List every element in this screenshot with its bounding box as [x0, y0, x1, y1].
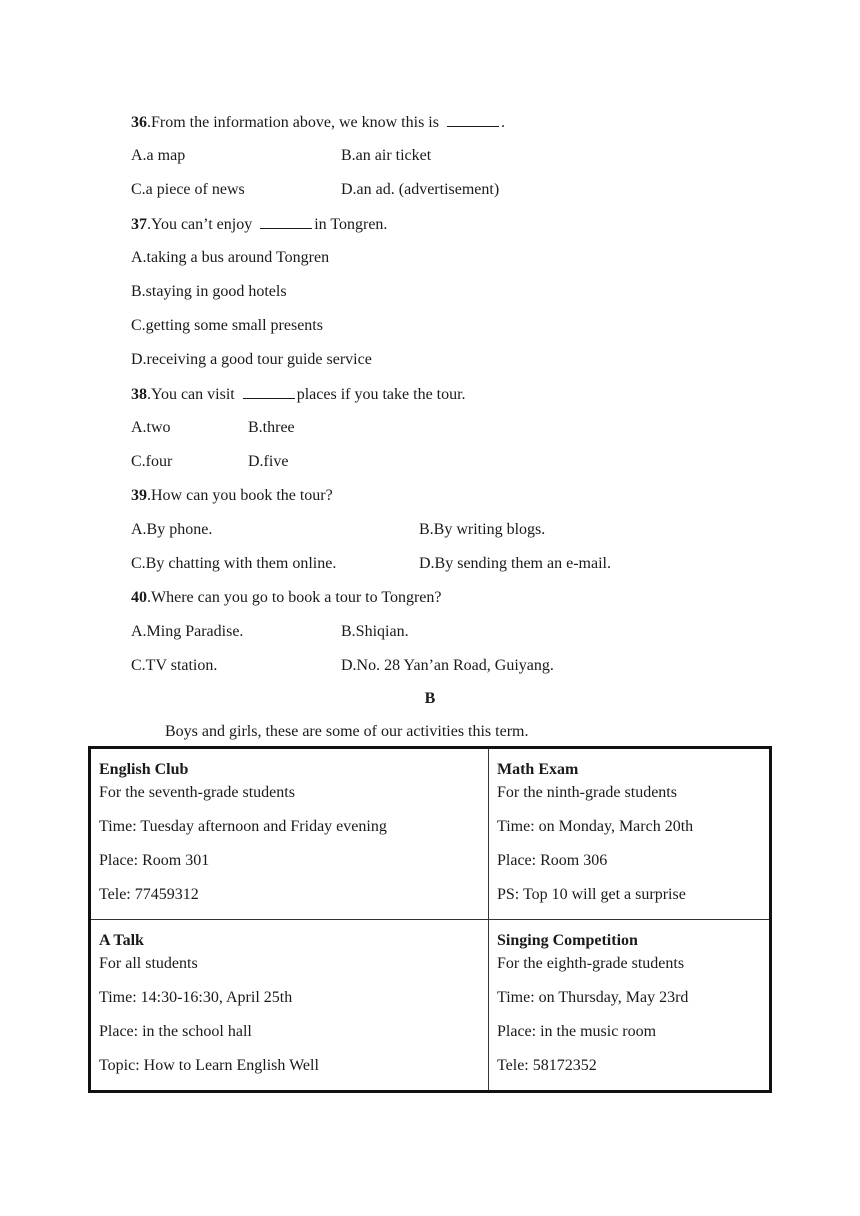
answer-blank	[447, 112, 499, 127]
question-36	[131, 112, 505, 133]
question-number: 40	[131, 589, 147, 606]
activity-title: Singing Competition	[497, 932, 638, 949]
question-37	[131, 214, 387, 235]
activity-extra: Tele: 58172352	[497, 1057, 597, 1074]
activity-time: Time: 14:30-16:30, April 25th	[99, 989, 293, 1006]
question-40	[131, 588, 442, 608]
option-d: D.five	[248, 453, 289, 470]
question-number: 39	[131, 487, 147, 504]
activity-audience: For the ninth-grade students	[497, 784, 677, 801]
option-c: C.getting some small presents	[131, 317, 323, 334]
activity-audience: For the eighth-grade students	[497, 955, 685, 972]
table-row	[90, 748, 771, 920]
option-b: B.By writing blogs.	[419, 521, 546, 538]
section-intro: Boys and girls, these are some of our activities this term.	[165, 723, 529, 740]
option-c: C.By chatting with them online.	[131, 555, 337, 572]
option-d: D.By sending them an e-mail.	[419, 555, 611, 572]
activities-table	[88, 746, 772, 1093]
activity-cell-math-exam	[489, 748, 771, 920]
option-a: A.two	[131, 419, 171, 436]
activity-extra: PS: Top 10 will get a surprise	[497, 886, 686, 903]
activity-title: A Talk	[99, 932, 144, 949]
question-number: 38	[131, 386, 147, 403]
activity-cell-singing-competition	[489, 920, 771, 1092]
option-b: B.an air ticket	[341, 147, 432, 164]
activity-time: Time: on Monday, March 20th	[497, 818, 694, 835]
question-38	[131, 384, 466, 405]
activity-place: Place: Room 301	[99, 852, 210, 869]
activity-time: Time: Tuesday afternoon and Friday evening	[99, 818, 387, 835]
question-text-end: in Tongren.	[314, 216, 388, 233]
option-d: D.No. 28 Yan’an Road, Guiyang.	[341, 657, 554, 674]
answer-blank	[243, 384, 295, 399]
option-b: B.Shiqian.	[341, 623, 409, 640]
answer-blank	[260, 214, 312, 229]
activity-extra: Tele: 77459312	[99, 886, 199, 903]
option-a: A.taking a bus around Tongren	[131, 249, 330, 266]
activity-title: Math Exam	[497, 761, 579, 778]
question-text: .You can’t enjoy	[147, 216, 253, 233]
question-number: 37	[131, 216, 147, 233]
activity-place: Place: in the music room	[497, 1023, 657, 1040]
option-a: A.a map	[131, 147, 186, 164]
question-number: 36	[131, 114, 147, 131]
activity-place: Place: in the school hall	[99, 1023, 252, 1040]
option-c: C.TV station.	[131, 657, 218, 674]
activity-audience: For the seventh-grade students	[99, 784, 295, 801]
question-text: .From the information above, we know this is	[147, 114, 439, 131]
option-d: D.an ad. (advertisement)	[341, 181, 500, 198]
option-d: D.receiving a good tour guide service	[131, 351, 372, 368]
option-b: B.three	[248, 419, 295, 436]
option-c: C.a piece of news	[131, 181, 245, 198]
activity-audience: For all students	[99, 955, 198, 972]
table-row	[90, 920, 771, 1092]
question-text-end: .	[500, 114, 505, 131]
section-heading: B	[424, 690, 436, 707]
activity-time: Time: on Thursday, May 23rd	[497, 989, 689, 1006]
option-c: C.four	[131, 453, 173, 470]
question-text: .You can visit	[147, 386, 235, 403]
question-text: .Where can you go to book a tour to Tongren?	[147, 589, 442, 606]
activity-title: English Club	[99, 761, 189, 778]
question-39	[131, 486, 333, 506]
option-a: A.By phone.	[131, 521, 213, 538]
activity-extra: Topic: How to Learn English Well	[99, 1057, 319, 1074]
activity-cell-english-club	[90, 748, 489, 920]
question-text-end: places if you take the tour.	[296, 386, 466, 403]
activity-cell-talk	[90, 920, 489, 1092]
option-b: B.staying in good hotels	[131, 283, 287, 300]
activity-place: Place: Room 306	[497, 852, 608, 869]
option-a: A.Ming Paradise.	[131, 623, 244, 640]
question-text: .How can you book the tour?	[147, 487, 333, 504]
